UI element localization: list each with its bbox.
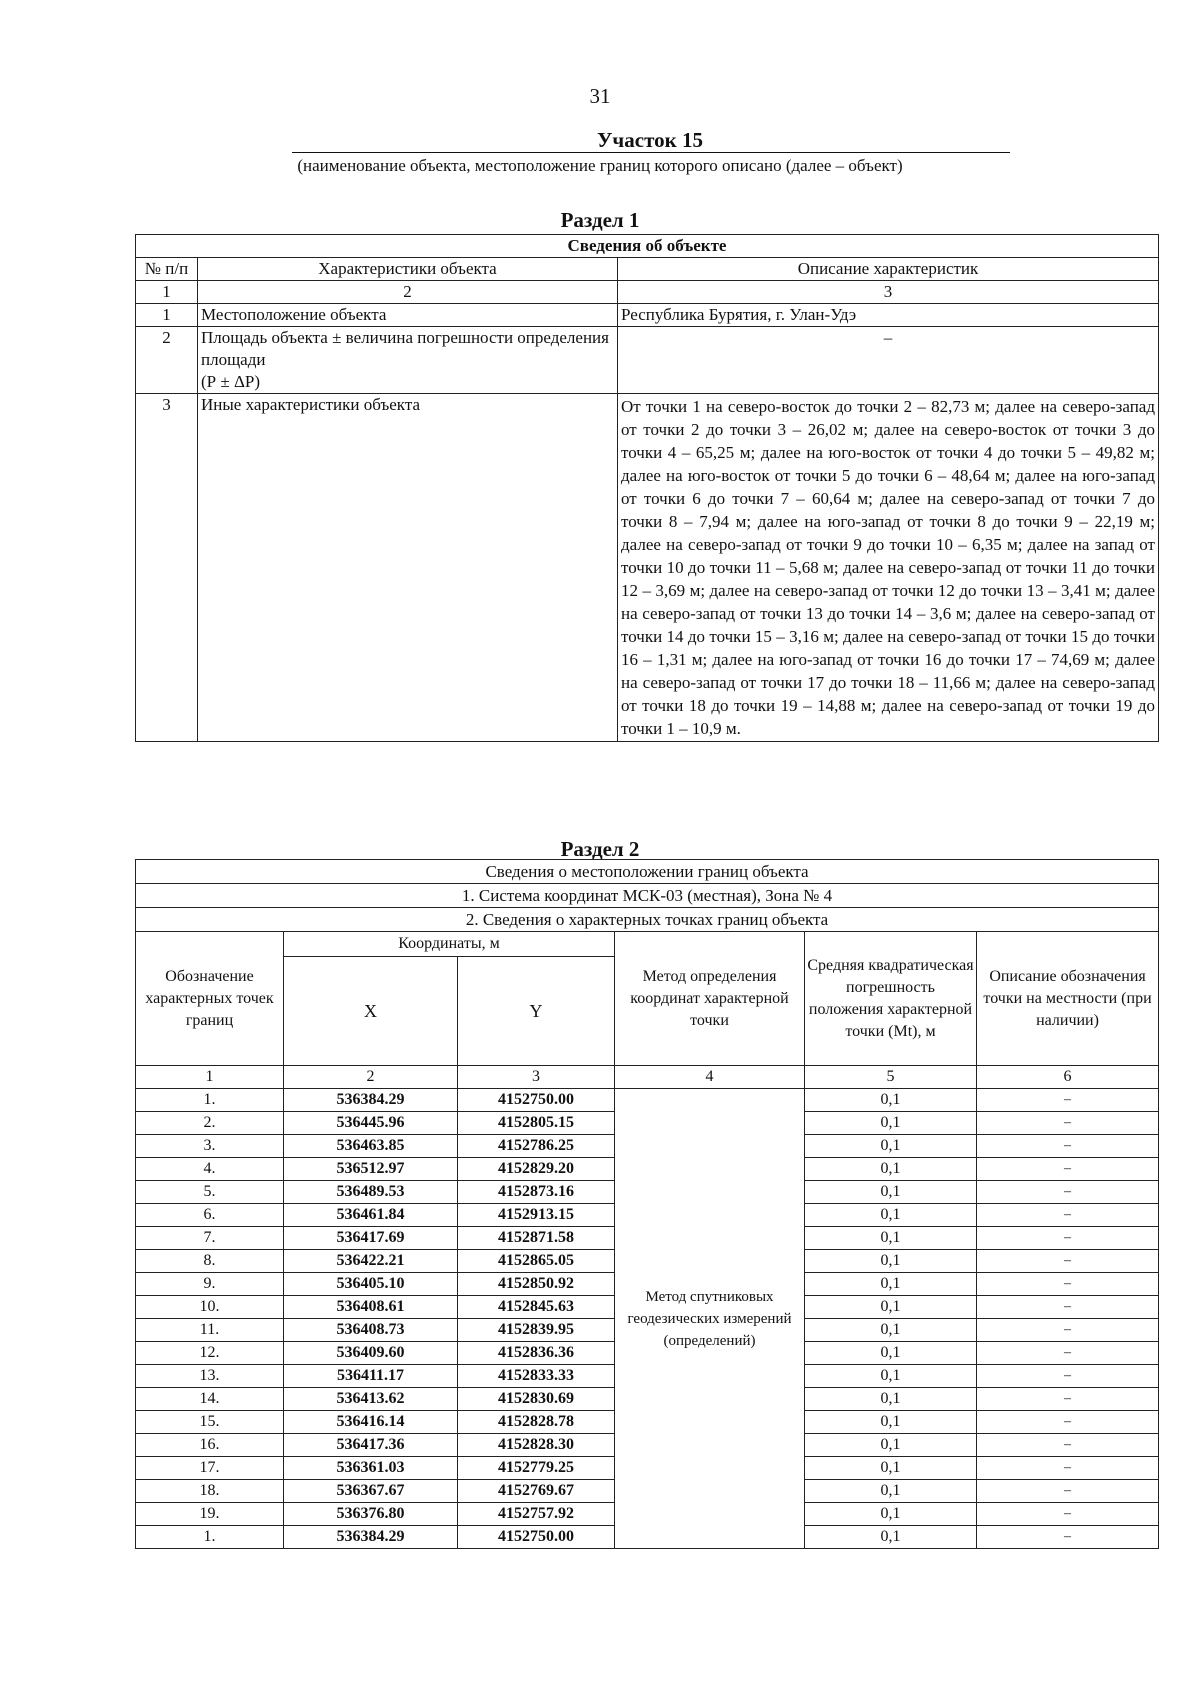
column-header-x: X — [284, 957, 458, 1066]
point-x: 536408.61 — [284, 1296, 458, 1319]
object-title: Участок 15 — [597, 128, 703, 152]
point-description: – — [977, 1526, 1159, 1549]
point-x: 536445.96 — [284, 1112, 458, 1135]
point-y: 4152769.67 — [458, 1480, 615, 1503]
table-title: Сведения о местоположении границ объекта — [136, 860, 1159, 884]
point-id: 4. — [136, 1158, 284, 1181]
point-x: 536367.67 — [284, 1480, 458, 1503]
column-header-coordinates: Координаты, м — [284, 932, 615, 957]
point-mt: 0,1 — [805, 1434, 977, 1457]
point-mt: 0,1 — [805, 1135, 977, 1158]
title-underline — [292, 152, 1010, 153]
column-number: 3 — [458, 1066, 615, 1089]
table-row — [136, 327, 1159, 394]
column-number: 6 — [977, 1066, 1159, 1089]
point-description: – — [977, 1434, 1159, 1457]
point-mt: 0,1 — [805, 1227, 977, 1250]
object-caption: (наименование объекта, местоположение границ которого описано (далее – объект) — [297, 156, 903, 175]
point-id: 9. — [136, 1273, 284, 1296]
point-mt: 0,1 — [805, 1342, 977, 1365]
point-y: 4152828.30 — [458, 1434, 615, 1457]
table-subtitle: 2. Сведения о характерных точках границ объекта — [136, 908, 1159, 932]
point-mt: 0,1 — [805, 1181, 977, 1204]
point-id: 18. — [136, 1480, 284, 1503]
point-y: 4152779.25 — [458, 1457, 615, 1480]
point-description: – — [977, 1135, 1159, 1158]
point-id: 15. — [136, 1411, 284, 1434]
point-y: 4152865.05 — [458, 1250, 615, 1273]
point-y: 4152873.16 — [458, 1181, 615, 1204]
point-y: 4152845.63 — [458, 1296, 615, 1319]
column-header-point: Обозначение характерных точек границ — [136, 932, 284, 1066]
column-number: 1 — [136, 281, 198, 304]
point-x: 536489.53 — [284, 1181, 458, 1204]
point-y: 4152786.25 — [458, 1135, 615, 1158]
point-id: 6. — [136, 1204, 284, 1227]
point-id: 14. — [136, 1388, 284, 1411]
point-mt: 0,1 — [805, 1457, 977, 1480]
point-y: 4152830.69 — [458, 1388, 615, 1411]
point-description: – — [977, 1204, 1159, 1227]
column-number: 3 — [618, 281, 1159, 304]
page-number: 31 — [589, 84, 611, 108]
point-x: 536461.84 — [284, 1204, 458, 1227]
row-characteristic-formula: (Р ± ΔР) — [201, 372, 260, 391]
point-id: 11. — [136, 1319, 284, 1342]
point-description: – — [977, 1296, 1159, 1319]
point-y: 4152871.58 — [458, 1227, 615, 1250]
point-description: – — [977, 1411, 1159, 1434]
point-y: 4152805.15 — [458, 1112, 615, 1135]
point-mt: 0,1 — [805, 1526, 977, 1549]
point-description: – — [977, 1250, 1159, 1273]
boundary-points-table — [135, 859, 1159, 1549]
point-description: – — [977, 1181, 1159, 1204]
column-header-characteristic: Характеристики объекта — [198, 258, 618, 281]
point-y: 4152750.00 — [458, 1526, 615, 1549]
point-description: – — [977, 1342, 1159, 1365]
point-description: – — [977, 1503, 1159, 1526]
point-x: 536409.60 — [284, 1342, 458, 1365]
point-mt: 0,1 — [805, 1480, 977, 1503]
row-number: 2 — [136, 327, 198, 394]
point-x: 536463.85 — [284, 1135, 458, 1158]
point-id: 1. — [136, 1526, 284, 1549]
point-x: 536361.03 — [284, 1457, 458, 1480]
point-y: 4152750.00 — [458, 1089, 615, 1112]
column-number: 1 — [136, 1066, 284, 1089]
table-row — [136, 394, 1159, 742]
point-y: 4152828.78 — [458, 1411, 615, 1434]
point-mt: 0,1 — [805, 1411, 977, 1434]
column-number: 2 — [198, 281, 618, 304]
point-mt: 0,1 — [805, 1388, 977, 1411]
table-row — [136, 1089, 1159, 1112]
point-description: – — [977, 1273, 1159, 1296]
point-id: 17. — [136, 1457, 284, 1480]
row-characteristic: Местоположение объекта — [198, 304, 618, 327]
column-number: 2 — [284, 1066, 458, 1089]
point-x: 536422.21 — [284, 1250, 458, 1273]
point-id: 16. — [136, 1434, 284, 1457]
point-id: 1. — [136, 1089, 284, 1112]
point-mt: 0,1 — [805, 1112, 977, 1135]
point-description: – — [977, 1227, 1159, 1250]
row-characteristic: Иные характеристики объекта — [198, 394, 618, 742]
point-description: – — [977, 1158, 1159, 1181]
column-header-description: Описание характеристик — [618, 258, 1159, 281]
table-title: Сведения об объекте — [136, 235, 1159, 258]
point-x: 536384.29 — [284, 1526, 458, 1549]
point-id: 8. — [136, 1250, 284, 1273]
column-header-y: Y — [458, 957, 615, 1066]
table-row — [136, 304, 1159, 327]
point-id: 19. — [136, 1503, 284, 1526]
object-info-table — [135, 234, 1159, 742]
point-id: 13. — [136, 1365, 284, 1388]
point-x: 536384.29 — [284, 1089, 458, 1112]
row-description: Республика Бурятия, г. Улан-Удэ — [618, 304, 1159, 327]
point-description: – — [977, 1365, 1159, 1388]
point-y: 4152836.36 — [458, 1342, 615, 1365]
section-1-heading: Раздел 1 — [560, 208, 640, 232]
point-id: 10. — [136, 1296, 284, 1319]
point-x: 536376.80 — [284, 1503, 458, 1526]
row-description: – — [618, 327, 1159, 394]
point-mt: 0,1 — [805, 1319, 977, 1342]
point-id: 7. — [136, 1227, 284, 1250]
point-mt: 0,1 — [805, 1158, 977, 1181]
point-x: 536411.17 — [284, 1365, 458, 1388]
point-mt: 0,1 — [805, 1503, 977, 1526]
column-header-method: Метод определения координат характерной точки — [615, 932, 805, 1066]
row-number: 1 — [136, 304, 198, 327]
column-number: 5 — [805, 1066, 977, 1089]
point-description: – — [977, 1388, 1159, 1411]
point-x: 536417.69 — [284, 1227, 458, 1250]
point-y: 4152829.20 — [458, 1158, 615, 1181]
row-description: От точки 1 на северо-восток до точки 2 – 82,73 м; далее на северо-запад от точки 2 до точки 3 – 26,02 м; далее на северо-восток от точки 3 до точки 4 – 65,25 м; далее на юго-восток от точки 4 до точки 5 – 49,82 м; далее на юго-восток от точки 5 до точки 6 – 48,64 м; далее на юго-запад от точки 6 до точки 7 – 60,64 м; далее на северо-запад от точки 7 до точки 8 – 7,94 м; далее на юго-запад от точки 8 до точки 9 – 22,19 м; далее на северо-запад от точки 9 до точки 10 – 6,35 м; далее на запад от точки 10 до точки 11 – 5,68 м; далее на северо-запад от точки 11 до точки 12 – 3,69 м; далее на северо-запад от точки 12 до точки 13 – 3,41 м; далее на северо-запад от точки 13 до точки 14 – 3,6 м; далее на северо-запад от точки 14 до точки 15 – 3,16 м; далее на северо-запад от точки 15 до точки 16 – 1,31 м; далее на юго-запад от точки 16 до точки 17 – 74,69 м; далее на северо-запад от точки 17 до точки 18 – 11,66 м; далее на северо-запад от точки 18 до точки 19 – 14,88 м; далее на северо-запад от точки 19 до точки 1 – 10,9 м. — [618, 394, 1159, 742]
coordinate-system: 1. Система координат МСК-03 (местная), Зона № 4 — [136, 884, 1159, 908]
column-header-number: № п/п — [136, 258, 198, 281]
column-header-error: Средняя квадратическая погрешность положения характерной точки (Mt), м — [805, 932, 977, 1066]
point-description: – — [977, 1089, 1159, 1112]
point-description: – — [977, 1112, 1159, 1135]
point-y: 4152850.92 — [458, 1273, 615, 1296]
section-2-heading: Раздел 2 — [560, 837, 640, 861]
method-cell: Метод спутниковых геодезических измерений (определений) — [615, 1089, 805, 1549]
row-characteristic: Площадь объекта ± величина погрешности определения площади — [201, 328, 609, 369]
point-id: 3. — [136, 1135, 284, 1158]
point-y: 4152839.95 — [458, 1319, 615, 1342]
point-x: 536416.14 — [284, 1411, 458, 1434]
row-number: 3 — [136, 394, 198, 742]
point-x: 536413.62 — [284, 1388, 458, 1411]
point-mt: 0,1 — [805, 1204, 977, 1227]
point-y: 4152833.33 — [458, 1365, 615, 1388]
point-mt: 0,1 — [805, 1296, 977, 1319]
point-id: 2. — [136, 1112, 284, 1135]
point-y: 4152913.15 — [458, 1204, 615, 1227]
point-x: 536405.10 — [284, 1273, 458, 1296]
point-x: 536512.97 — [284, 1158, 458, 1181]
point-mt: 0,1 — [805, 1365, 977, 1388]
point-mt: 0,1 — [805, 1089, 977, 1112]
point-description: – — [977, 1319, 1159, 1342]
point-x: 536408.73 — [284, 1319, 458, 1342]
point-description: – — [977, 1480, 1159, 1503]
point-description: – — [977, 1457, 1159, 1480]
column-number: 4 — [615, 1066, 805, 1089]
point-y: 4152757.92 — [458, 1503, 615, 1526]
point-mt: 0,1 — [805, 1273, 977, 1296]
row-characteristic-cell — [198, 327, 618, 394]
point-mt: 0,1 — [805, 1250, 977, 1273]
point-x: 536417.36 — [284, 1434, 458, 1457]
point-id: 12. — [136, 1342, 284, 1365]
column-header-point-description: Описание обозначения точки на местности (при наличии) — [977, 932, 1159, 1066]
point-id: 5. — [136, 1181, 284, 1204]
